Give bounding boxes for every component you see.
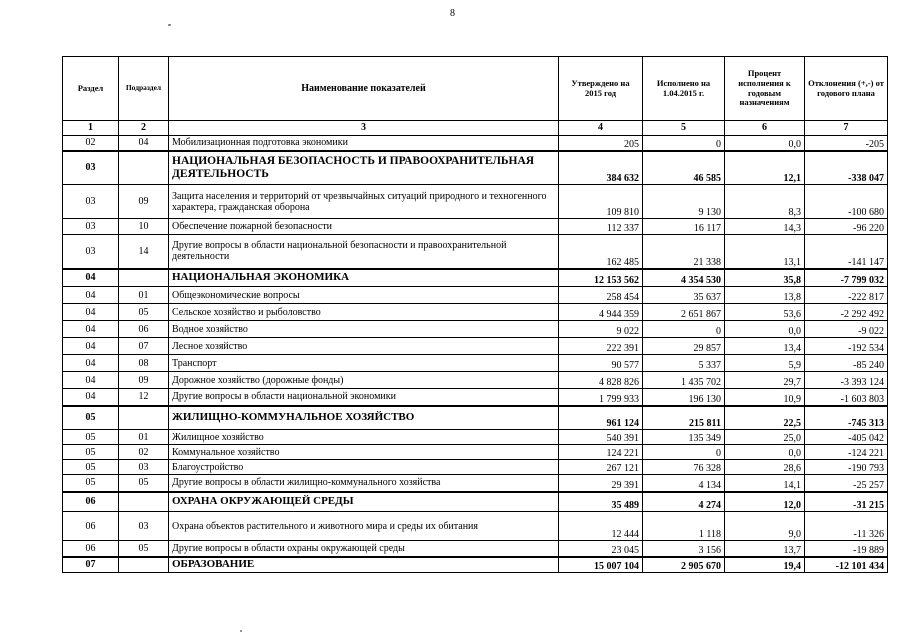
cell-name: Коммунальное хозяйство <box>169 445 559 460</box>
cell-podrazdel: 03 <box>119 512 169 541</box>
cell-razdel: 04 <box>63 304 119 321</box>
cell-razdel: 04 <box>63 355 119 372</box>
cell-approved: 124 221 <box>559 445 643 460</box>
cell-percent: 12,1 <box>725 151 805 185</box>
cell-executed: 4 134 <box>643 475 725 492</box>
cell-deviation: -338 047 <box>805 151 888 185</box>
cell-approved: 90 577 <box>559 355 643 372</box>
cell-name: Жилищное хозяйство <box>169 430 559 445</box>
table-row <box>63 219 888 235</box>
cell-approved: 15 007 104 <box>559 557 643 573</box>
cell-name: Транспорт <box>169 355 559 372</box>
cell-deviation: -205 <box>805 136 888 151</box>
table-row <box>63 541 888 557</box>
cell-razdel: 04 <box>63 372 119 389</box>
cell-executed: 4 274 <box>643 492 725 512</box>
table-row <box>63 304 888 321</box>
cell-deviation: -25 257 <box>805 475 888 492</box>
header-podrazdel: Подраздел <box>119 57 169 121</box>
cell-approved: 4 828 826 <box>559 372 643 389</box>
cell-percent: 5,9 <box>725 355 805 372</box>
header-executed: Исполнено на 1.04.2015 г. <box>643 57 725 121</box>
cell-razdel: 03 <box>63 219 119 235</box>
section-row <box>63 269 888 287</box>
cell-approved: 222 391 <box>559 338 643 355</box>
cell-approved: 205 <box>559 136 643 151</box>
cell-approved: 267 121 <box>559 460 643 475</box>
header-name: Наименование показателей <box>169 57 559 121</box>
cell-name: Благоустройство <box>169 460 559 475</box>
cell-percent: 10,9 <box>725 389 805 406</box>
section-row <box>63 557 888 573</box>
cell-executed: 1 118 <box>643 512 725 541</box>
cell-razdel: 05 <box>63 406 119 430</box>
cell-razdel: 04 <box>63 338 119 355</box>
cell-executed: 21 338 <box>643 235 725 269</box>
cell-razdel: 02 <box>63 136 119 151</box>
cell-executed: 2 905 670 <box>643 557 725 573</box>
cell-name: Другие вопросы в области национальной безопасности и правоохранительной деятельности <box>169 235 559 269</box>
cell-name: НАЦИОНАЛЬНАЯ БЕЗОПАСНОСТЬ И ПРАВООХРАНИТЕЛЬНАЯ ДЕЯТЕЛЬНОСТЬ <box>169 151 559 185</box>
cell-podrazdel: 05 <box>119 475 169 492</box>
cell-deviation: -2 292 492 <box>805 304 888 321</box>
cell-name: Водное хозяйство <box>169 321 559 338</box>
cell-podrazdel: 05 <box>119 304 169 321</box>
cell-approved: 961 124 <box>559 406 643 430</box>
cell-podrazdel: 10 <box>119 219 169 235</box>
cell-podrazdel: 05 <box>119 541 169 557</box>
scan-speck <box>240 630 242 632</box>
cell-razdel: 03 <box>63 185 119 219</box>
cell-deviation: -9 022 <box>805 321 888 338</box>
cell-approved: 35 489 <box>559 492 643 512</box>
table-row <box>63 355 888 372</box>
cell-razdel: 04 <box>63 321 119 338</box>
cell-approved: 258 454 <box>559 287 643 304</box>
cell-deviation: -12 101 434 <box>805 557 888 573</box>
cell-approved: 23 045 <box>559 541 643 557</box>
cell-deviation: -222 817 <box>805 287 888 304</box>
column-number: 4 <box>559 121 643 136</box>
table-row <box>63 460 888 475</box>
table-row <box>63 512 888 541</box>
cell-percent: 13,8 <box>725 287 805 304</box>
cell-deviation: -11 326 <box>805 512 888 541</box>
cell-approved: 12 153 562 <box>559 269 643 287</box>
cell-razdel: 03 <box>63 235 119 269</box>
cell-podrazdel <box>119 406 169 430</box>
column-number: 3 <box>169 121 559 136</box>
column-number-row <box>63 121 888 136</box>
cell-percent: 53,6 <box>725 304 805 321</box>
cell-razdel: 06 <box>63 512 119 541</box>
cell-executed: 1 435 702 <box>643 372 725 389</box>
cell-name: Обеспечение пожарной безопасности <box>169 219 559 235</box>
cell-podrazdel: 06 <box>119 321 169 338</box>
header-approved: Утверждено на 2015 год <box>559 57 643 121</box>
header-razdel: Раздел <box>63 57 119 121</box>
header-row <box>63 57 888 121</box>
cell-percent: 13,7 <box>725 541 805 557</box>
table-row <box>63 235 888 269</box>
cell-razdel: 04 <box>63 287 119 304</box>
page-number: 8 <box>450 8 455 19</box>
table-row <box>63 445 888 460</box>
table-row <box>63 475 888 492</box>
cell-executed: 196 130 <box>643 389 725 406</box>
cell-razdel: 04 <box>63 269 119 287</box>
cell-executed: 0 <box>643 136 725 151</box>
cell-deviation: -405 042 <box>805 430 888 445</box>
cell-deviation: -96 220 <box>805 219 888 235</box>
cell-executed: 2 651 867 <box>643 304 725 321</box>
cell-deviation: -85 240 <box>805 355 888 372</box>
cell-podrazdel: 09 <box>119 185 169 219</box>
column-number: 6 <box>725 121 805 136</box>
scan-speck <box>168 24 171 26</box>
cell-executed: 215 811 <box>643 406 725 430</box>
cell-deviation: -745 313 <box>805 406 888 430</box>
cell-executed: 16 117 <box>643 219 725 235</box>
cell-approved: 109 810 <box>559 185 643 219</box>
cell-executed: 135 349 <box>643 430 725 445</box>
cell-approved: 1 799 933 <box>559 389 643 406</box>
cell-podrazdel: 02 <box>119 445 169 460</box>
cell-executed: 76 328 <box>643 460 725 475</box>
cell-deviation: -31 215 <box>805 492 888 512</box>
cell-name: ОХРАНА ОКРУЖАЮЩЕЙ СРЕДЫ <box>169 492 559 512</box>
cell-executed: 29 857 <box>643 338 725 355</box>
cell-podrazdel: 01 <box>119 430 169 445</box>
cell-name: Дорожное хозяйство (дорожные фонды) <box>169 372 559 389</box>
table-row <box>63 372 888 389</box>
table-row <box>63 136 888 151</box>
cell-razdel: 05 <box>63 460 119 475</box>
cell-deviation: -19 889 <box>805 541 888 557</box>
cell-name: Другие вопросы в области жилищно-коммунального хозяйства <box>169 475 559 492</box>
cell-executed: 0 <box>643 445 725 460</box>
table-row <box>63 430 888 445</box>
cell-percent: 0,0 <box>725 445 805 460</box>
cell-name: Другие вопросы в области охраны окружающей среды <box>169 541 559 557</box>
table-row <box>63 321 888 338</box>
cell-executed: 4 354 530 <box>643 269 725 287</box>
column-number: 7 <box>805 121 888 136</box>
cell-percent: 12,0 <box>725 492 805 512</box>
cell-deviation: -141 147 <box>805 235 888 269</box>
cell-podrazdel <box>119 557 169 573</box>
cell-approved: 384 632 <box>559 151 643 185</box>
cell-percent: 13,4 <box>725 338 805 355</box>
cell-name: Другие вопросы в области национальной экономики <box>169 389 559 406</box>
cell-percent: 13,1 <box>725 235 805 269</box>
cell-podrazdel: 09 <box>119 372 169 389</box>
cell-percent: 9,0 <box>725 512 805 541</box>
cell-podrazdel: 07 <box>119 338 169 355</box>
cell-percent: 8,3 <box>725 185 805 219</box>
cell-name: Сельское хозяйство и рыболовство <box>169 304 559 321</box>
section-row <box>63 492 888 512</box>
cell-percent: 14,3 <box>725 219 805 235</box>
cell-name: Охрана объектов растительного и животного мира и среды их обитания <box>169 512 559 541</box>
header-percent: Процент исполнения к годовым назначениям <box>725 57 805 121</box>
cell-deviation: -100 680 <box>805 185 888 219</box>
cell-approved: 112 337 <box>559 219 643 235</box>
cell-executed: 35 637 <box>643 287 725 304</box>
table-row <box>63 338 888 355</box>
cell-deviation: -192 534 <box>805 338 888 355</box>
cell-percent: 28,6 <box>725 460 805 475</box>
cell-razdel: 05 <box>63 445 119 460</box>
cell-deviation: -124 221 <box>805 445 888 460</box>
cell-executed: 46 585 <box>643 151 725 185</box>
cell-razdel: 05 <box>63 475 119 492</box>
budget-execution-table <box>62 56 888 573</box>
cell-razdel: 05 <box>63 430 119 445</box>
cell-deviation: -1 603 803 <box>805 389 888 406</box>
cell-percent: 14,1 <box>725 475 805 492</box>
cell-razdel: 04 <box>63 389 119 406</box>
section-row <box>63 151 888 185</box>
cell-podrazdel: 03 <box>119 460 169 475</box>
cell-name: Мобилизационная подготовка экономики <box>169 136 559 151</box>
cell-percent: 22,5 <box>725 406 805 430</box>
cell-percent: 25,0 <box>725 430 805 445</box>
table-row <box>63 389 888 406</box>
cell-podrazdel: 08 <box>119 355 169 372</box>
cell-deviation: -7 799 032 <box>805 269 888 287</box>
cell-deviation: -190 793 <box>805 460 888 475</box>
cell-percent: 35,8 <box>725 269 805 287</box>
cell-executed: 9 130 <box>643 185 725 219</box>
cell-name: ЖИЛИЩНО-КОММУНАЛЬНОЕ ХОЗЯЙСТВО <box>169 406 559 430</box>
cell-percent: 0,0 <box>725 136 805 151</box>
cell-approved: 4 944 359 <box>559 304 643 321</box>
cell-podrazdel: 04 <box>119 136 169 151</box>
cell-razdel: 06 <box>63 541 119 557</box>
cell-approved: 162 485 <box>559 235 643 269</box>
cell-razdel: 07 <box>63 557 119 573</box>
cell-name: ОБРАЗОВАНИЕ <box>169 557 559 573</box>
table-row <box>63 185 888 219</box>
column-number: 2 <box>119 121 169 136</box>
cell-executed: 5 337 <box>643 355 725 372</box>
cell-approved: 29 391 <box>559 475 643 492</box>
cell-podrazdel <box>119 151 169 185</box>
cell-approved: 540 391 <box>559 430 643 445</box>
cell-podrazdel: 01 <box>119 287 169 304</box>
cell-executed: 0 <box>643 321 725 338</box>
cell-approved: 9 022 <box>559 321 643 338</box>
column-number: 1 <box>63 121 119 136</box>
cell-percent: 19,4 <box>725 557 805 573</box>
section-row <box>63 406 888 430</box>
cell-podrazdel <box>119 269 169 287</box>
table-row <box>63 287 888 304</box>
cell-executed: 3 156 <box>643 541 725 557</box>
cell-deviation: -3 393 124 <box>805 372 888 389</box>
cell-razdel: 03 <box>63 151 119 185</box>
cell-percent: 0,0 <box>725 321 805 338</box>
cell-name: Защита населения и территорий от чрезвычайных ситуаций природного и техногенного характера, гражданская оборона <box>169 185 559 219</box>
cell-razdel: 06 <box>63 492 119 512</box>
cell-name: Лесное хозяйство <box>169 338 559 355</box>
cell-name: НАЦИОНАЛЬНАЯ ЭКОНОМИКА <box>169 269 559 287</box>
cell-approved: 12 444 <box>559 512 643 541</box>
cell-podrazdel: 14 <box>119 235 169 269</box>
cell-podrazdel: 12 <box>119 389 169 406</box>
cell-podrazdel <box>119 492 169 512</box>
cell-name: Общеэкономические вопросы <box>169 287 559 304</box>
header-deviation: Отклонения (+,-) от годового плана <box>805 57 888 121</box>
column-number: 5 <box>643 121 725 136</box>
cell-percent: 29,7 <box>725 372 805 389</box>
